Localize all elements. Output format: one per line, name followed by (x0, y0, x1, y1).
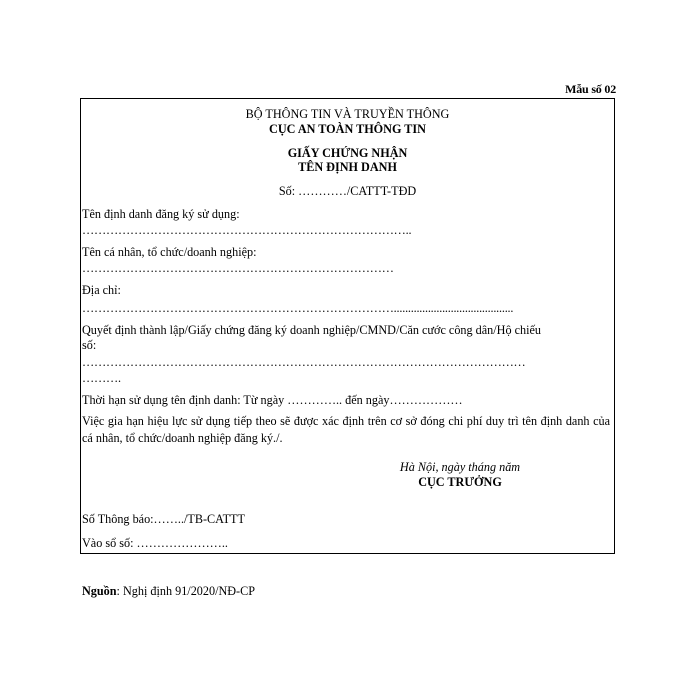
registered-name-field: ……………………………………………………………………….. (82, 223, 412, 237)
registry-number: Vào sổ số: ………………….. (82, 536, 228, 550)
signature-title: CỤC TRƯỞNG (418, 475, 502, 489)
certificate-title: GIẤY CHỨNG NHẬN (287, 146, 408, 160)
decision-field-continued: ………. (82, 371, 121, 385)
decision-label: Quyết định thành lập/Giấy chứng đăng ký doanh nghiệp/CMND/Căn cước công dân/Hộ chiếu (82, 323, 541, 337)
owner-field: …………………………………………………………………… (82, 261, 394, 275)
source-text: : Nghị định 91/2020/NĐ-CP (116, 584, 256, 598)
signature-place-date: Hà Nội, ngày tháng năm (399, 460, 521, 474)
address-field: …………………………………………………………………….......................................... (82, 301, 514, 315)
renewal-note: Việc gia hạn hiệu lực sử dụng tiếp theo sẽ được xác định trên cơ sở đóng chi phí duy trì tên định danh của cá nhân, tổ chức/doanh nghiệp đăng ký./. (82, 414, 610, 445)
decision-label-continued: số: (82, 338, 97, 352)
department-name: CỤC AN TOÀN THÔNG TIN (269, 122, 426, 136)
notice-number: Số Thông báo:……../TB-CATTT (82, 512, 245, 526)
decision-field: ………………………………………………………………………………………………… (82, 355, 526, 369)
certificate-subtitle: TÊN ĐỊNH DANH (298, 160, 397, 174)
validity-period: Thời hạn sử dụng tên định danh: Từ ngày ………….. đến ngày……………… (82, 393, 463, 407)
registered-name-label: Tên định danh đăng ký sử dụng: (82, 207, 240, 221)
owner-label: Tên cá nhân, tổ chức/doanh nghiệp: (82, 245, 257, 259)
ministry-name: BỘ THÔNG TIN VÀ TRUYỀN THÔNG (245, 107, 450, 121)
form-number: Mẫu số 02 (565, 82, 616, 96)
source-label: Nguồn (82, 584, 117, 598)
certificate-number: Số: …………/CATTT-TĐD (278, 184, 417, 198)
address-label: Địa chỉ: (82, 283, 121, 297)
source-note (82, 584, 255, 599)
